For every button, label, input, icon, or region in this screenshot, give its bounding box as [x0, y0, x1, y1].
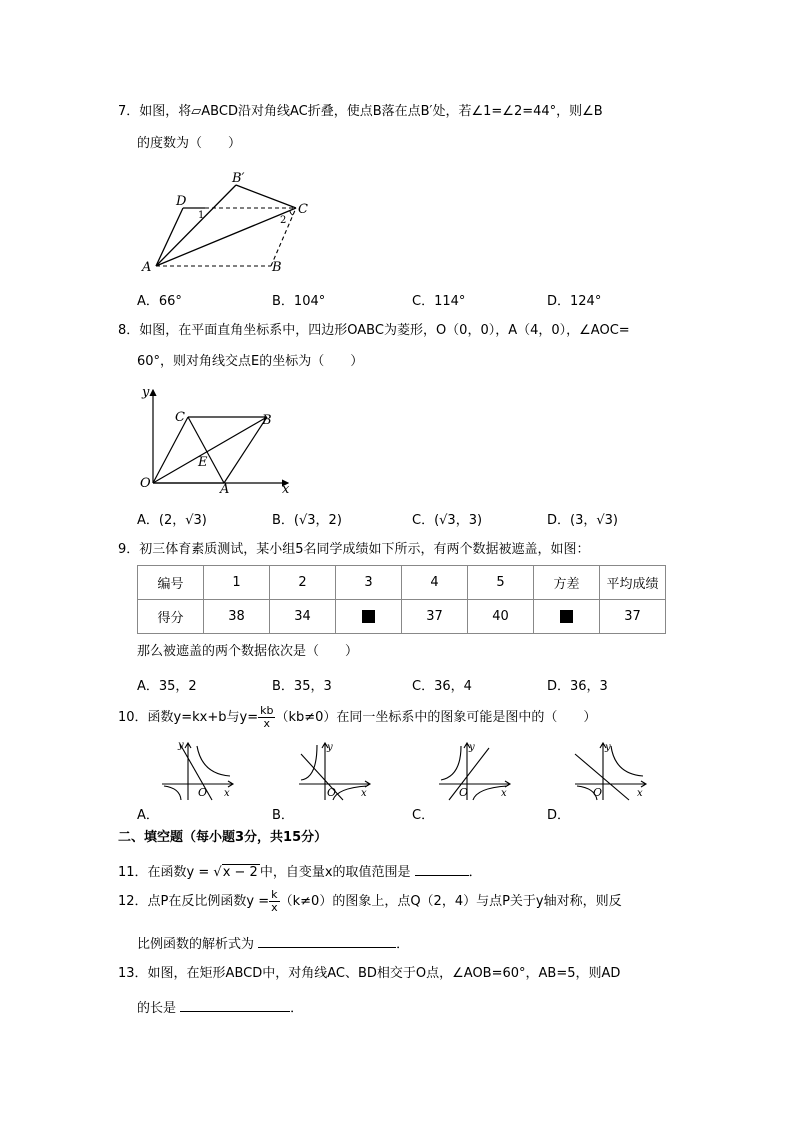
q7-option-c[interactable]: C．114° — [412, 294, 466, 309]
q10-option-d[interactable]: D． — [547, 808, 571, 823]
q9-text: 初三体育素质测试，某小组5名同学成绩如下所示，有两个数据被遮盖，如图： — [139, 542, 590, 557]
covered-data-mask — [560, 610, 573, 623]
graph-label-y: y — [178, 740, 184, 751]
table-cell: 38 — [204, 600, 270, 634]
section-title: 二、填空题（每小题3分，共15分） — [118, 830, 328, 845]
q12-number: 12． — [118, 894, 148, 909]
table-header-cell: 2 — [270, 566, 336, 600]
table-header-cell: 方差 — [534, 566, 600, 600]
q7-label-bprime: B′ — [232, 171, 245, 186]
q11-text-end: ． — [468, 865, 482, 880]
q9-score-table — [137, 565, 666, 634]
graph-label-y: y — [327, 742, 333, 753]
q7-angle-1: 1 — [198, 210, 205, 221]
q10-text-b: （kb≠0）在同一坐标系中的图象可能是图中的（ ） — [275, 710, 597, 725]
table-header-cell: 1 — [204, 566, 270, 600]
table-cell: 37 — [600, 600, 666, 634]
q10-option-b[interactable]: B． — [272, 808, 294, 823]
q9-option-b[interactable]: B．35，3 — [272, 679, 332, 694]
q7-line2: 的度数为（ ） — [137, 136, 242, 151]
table-cell: 37 — [402, 600, 468, 634]
q8-label-c: C — [175, 410, 185, 425]
q9-line2: 那么被遮盖的两个数据依次是（ ） — [137, 644, 359, 659]
q11-text-b: 中，自变量x的取值范围是 — [259, 865, 411, 880]
q13-text: 如图，在矩形ABCD中，对角线AC、BD相交于O点，∠AOB=60°，AB=5，则AD — [147, 966, 621, 981]
q7-option-a[interactable]: A．66° — [137, 294, 182, 309]
q11-number: 11． — [118, 865, 148, 880]
q10-graph-c — [437, 740, 512, 802]
table-cell — [534, 600, 600, 634]
q12-line1 — [118, 887, 622, 917]
graph-label-x: x — [637, 788, 643, 799]
q12-text-a: 点P在反比例函数y = — [147, 894, 270, 909]
q7-angle-2: 2 — [280, 215, 287, 226]
q7-option-b[interactable]: B．104° — [272, 294, 326, 309]
q7-line1 — [118, 103, 603, 121]
q7-figure — [140, 165, 320, 280]
table-cell — [336, 600, 402, 634]
table-cell: 得分 — [138, 600, 204, 634]
table-header-cell: 5 — [468, 566, 534, 600]
q13-line2-text: 的长是 — [137, 1001, 177, 1016]
graph-label-o: O — [198, 786, 208, 799]
table-header-cell: 平均成绩 — [600, 566, 666, 600]
q10-line1 — [118, 703, 596, 733]
q12-text-end: ． — [396, 937, 410, 952]
graph-label-x: x — [224, 788, 230, 799]
q8-option-d[interactable]: D．(3，√3) — [547, 513, 618, 528]
q12-line2-text: 比例函数的解析式为 — [137, 937, 255, 952]
fraction-numerator: k — [269, 889, 280, 902]
table-header-cell: 4 — [402, 566, 468, 600]
table-cell: 40 — [468, 600, 534, 634]
q9-option-d[interactable]: D．36，3 — [547, 679, 608, 694]
q8-option-a[interactable]: A．(2，√3) — [137, 513, 207, 528]
q9-option-c[interactable]: C．36，4 — [412, 679, 472, 694]
q10-graph-b — [297, 740, 372, 802]
q12-text-b: （k≠0）的图象上，点Q（2，4）与点P关于y轴对称，则反 — [279, 894, 622, 909]
table-header-row — [138, 566, 666, 600]
graph-label-o: O — [327, 786, 337, 799]
covered-data-mask — [362, 610, 375, 623]
table-row — [138, 600, 666, 634]
q13-text-end: ． — [290, 1001, 304, 1016]
q10-fraction — [258, 705, 275, 730]
sqrt-sign: √ — [213, 865, 222, 880]
q8-label-b: B — [262, 413, 272, 428]
q8-label-e: E — [198, 455, 208, 470]
table-header-cell: 3 — [336, 566, 402, 600]
graph-label-y: y — [469, 742, 475, 753]
q8-option-c[interactable]: C．(√3，3) — [412, 513, 483, 528]
q10-graph-a — [160, 740, 235, 802]
q7-number: 7． — [118, 104, 140, 119]
fraction-denominator: x — [263, 717, 271, 730]
q8-line2: 60°，则对角线交点E的坐标为（ ） — [137, 354, 364, 369]
q8-number: 8． — [118, 323, 140, 338]
fraction-denominator: x — [271, 901, 278, 914]
q8-label-a: A — [220, 482, 230, 495]
q8-option-b[interactable]: B．(√3，2) — [272, 513, 342, 528]
fraction-numerator: kb — [260, 704, 274, 717]
table-cell: 34 — [270, 600, 336, 634]
q8-line1 — [118, 322, 630, 340]
q11-text-a: 在函数y = — [147, 865, 210, 880]
q7-text: 如图，将▱ABCD沿对角线AC折叠，使点B落在点B′处，若∠1=∠2=44°，则∠B — [139, 104, 603, 119]
graph-label-o: O — [593, 786, 603, 799]
graph-label-o: O — [459, 786, 469, 799]
q10-number: 10． — [118, 710, 148, 725]
q8-figure — [138, 380, 303, 495]
q13-answer-blank[interactable] — [180, 997, 290, 1012]
q10-option-a[interactable]: A． — [137, 808, 159, 823]
q8-label-o: O — [140, 476, 151, 491]
q9-number: 9． — [118, 542, 140, 557]
q13-line1 — [118, 965, 620, 983]
q9-option-a[interactable]: A．35，2 — [137, 679, 197, 694]
graph-label-y: y — [605, 742, 611, 753]
q10-graph-d — [573, 740, 648, 802]
q8-text: 如图，在平面直角坐标系中，四边形OABC为菱形，O（0，0），A（4，0），∠AOC= — [139, 323, 630, 338]
q12-fraction — [269, 889, 280, 914]
q7-label-c: C — [298, 202, 308, 217]
q8-label-y: y — [142, 385, 150, 400]
q11-answer-blank[interactable] — [415, 861, 469, 876]
q12-line2 — [137, 933, 409, 954]
q8-label-x: x — [282, 482, 290, 495]
q9-line1 — [118, 541, 590, 559]
q7-label-b: B — [272, 260, 282, 275]
graph-label-x: x — [361, 788, 367, 799]
table-header-cell: 编号 — [138, 566, 204, 600]
q7-option-d[interactable]: D．124° — [547, 294, 602, 309]
q10-option-c[interactable]: C． — [412, 808, 435, 823]
q13-line2 — [137, 997, 303, 1018]
q7-label-a: A — [142, 260, 152, 275]
graph-label-x: x — [501, 788, 507, 799]
q12-answer-blank[interactable] — [258, 933, 396, 948]
q11-line1 — [118, 861, 482, 882]
q11-radicand: x − 2 — [222, 865, 258, 880]
q13-number: 13． — [118, 966, 148, 981]
q10-text-a: 函数y=kx+b与y= — [147, 710, 259, 725]
q7-label-d: D — [176, 194, 187, 209]
